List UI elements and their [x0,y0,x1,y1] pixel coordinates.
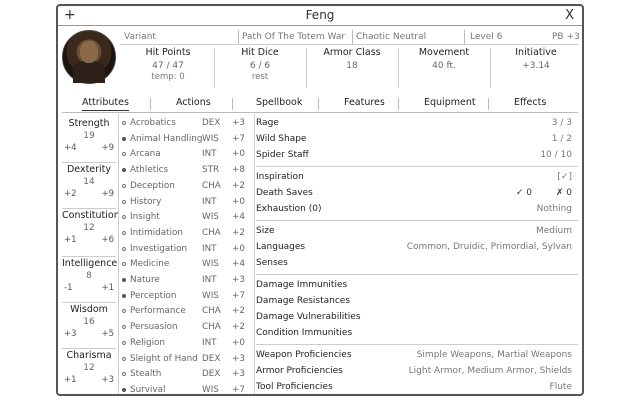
armor-class-label: Armor Class [323,47,381,58]
ability-name: Strength [68,118,110,129]
level-label: Level 6 [470,32,503,42]
proficiency-value: Light Armor, Medium Armor, Shields [408,366,572,376]
resource-label: Spider Staff [256,150,309,160]
ability-name: Dexterity [66,164,112,175]
skill-name[interactable]: Performance [130,306,186,317]
trait-label: Size [256,226,275,236]
proficiency-toggle-icon[interactable] [122,278,126,282]
initiative-value: +3.14 [522,61,550,71]
skill-row[interactable] [120,179,250,194]
ability-intelligence[interactable] [62,258,116,293]
resource-wild-shape[interactable] [256,132,576,147]
ability-name: Intelligence [62,258,118,269]
portrait-body [73,61,105,83]
skill-modifier[interactable]: +7 [232,290,245,301]
saving-throw[interactable]: +9 [101,143,114,153]
skill-ability: CHA [202,306,221,317]
skill-name[interactable]: Medicine [130,259,170,270]
skill-modifier[interactable]: +4 [232,212,245,223]
skill-modifier[interactable]: +3 [232,369,245,380]
character-name: Feng [305,8,335,22]
death-save-success[interactable]: ✓ 0 [515,188,532,198]
skill-row[interactable] [120,383,250,396]
skill-ability: DEX [202,353,221,364]
ability-score: 19 [83,131,95,141]
proficiency-weapons[interactable] [256,348,576,363]
skill-ability: INT [202,337,217,348]
skill-row[interactable] [120,289,250,304]
ability-modifier[interactable]: +3 [64,329,77,339]
defense-label: Condition Immunities [256,328,353,338]
death-saves-label: Death Saves [256,188,313,198]
skill-ability: WIS [202,384,219,395]
proficiency-toggle-icon[interactable] [122,215,126,219]
skill-modifier[interactable]: +2 [232,322,245,333]
tab-actions[interactable]: Actions [176,97,211,108]
skill-modifier[interactable]: +3 [232,118,245,128]
tab-spellbook[interactable]: Spellbook [256,97,303,108]
proficiency-toggle-icon[interactable] [122,184,126,188]
defense-label: Damage Vulnerabilities [256,312,361,322]
trait-languages [256,240,576,255]
proficiency-toggle-icon[interactable] [122,121,126,125]
portrait-face [80,41,98,63]
header-divider [464,30,465,44]
ability-name: Constitution [62,210,120,221]
ability-score: 14 [83,177,95,187]
armor-class-box [308,46,396,92]
alignment-label: Chaotic Neutral [356,32,427,42]
hit-dice-label: Hit Dice [241,47,279,58]
skill-name[interactable]: Nature [130,275,160,285]
movement-label: Movement [418,47,470,58]
proficiency-toggle-icon[interactable] [122,372,126,376]
resource-value[interactable]: 10 / 10 [540,150,572,160]
skill-modifier[interactable]: +4 [232,259,245,270]
proficiency-toggle-icon[interactable] [122,294,126,298]
skill-ability: CHA [202,227,221,238]
column-divider [118,114,119,396]
defense-condition-immunities[interactable] [256,326,576,341]
death-save-failure[interactable]: ✗ 0 [555,188,572,198]
skill-ability: WIS [202,290,219,301]
proficiency-toggle-icon[interactable] [122,309,126,313]
section-divider [256,274,578,275]
section-divider [256,220,578,221]
proficiency-toggle-icon[interactable] [122,247,126,251]
skill-name[interactable]: Survival [130,384,166,395]
skill-name[interactable]: Animal Handling [130,133,203,144]
skill-row[interactable] [120,352,250,367]
skill-ability: WIS [202,259,219,270]
close-icon[interactable]: X [565,8,574,23]
hit-points-value: 47 / 47 [152,61,184,71]
initiative-box[interactable] [492,46,580,92]
inspiration-label: Inspiration [256,172,304,182]
ability-name: Charisma [66,350,112,361]
temp-hp: temp: 0 [151,72,185,82]
stat-divider [398,48,399,88]
death-saves-row[interactable] [256,186,576,201]
skill-ability: DEX [202,369,221,380]
inspiration-row[interactable] [256,170,576,185]
initiative-label: Initiative [515,47,557,58]
trait-size [256,224,576,239]
skill-ability: DEX [202,118,221,128]
ability-divider [62,302,116,303]
skill-row[interactable] [120,116,250,131]
skill-name[interactable]: Stealth [130,369,162,380]
ability-name: Wisdom [70,304,108,315]
tab-bar [58,96,582,112]
hit-points-label: Hit Points [145,47,191,58]
tab-rule [62,112,578,113]
tab-divider [232,98,233,110]
trait-senses [256,256,576,271]
skill-row[interactable] [120,273,250,288]
ability-strength[interactable] [62,118,116,153]
ability-modifier[interactable]: -1 [64,283,73,293]
ability-modifier[interactable]: +4 [64,143,77,153]
saving-throw[interactable]: +3 [101,375,114,385]
character-portrait[interactable] [62,30,116,84]
skill-row[interactable] [120,195,250,210]
skill-name[interactable]: Athletics [130,165,169,176]
skill-ability: INT [202,149,217,160]
saving-throw[interactable]: +5 [101,329,114,339]
tab-features[interactable]: Features [344,97,385,108]
ability-modifier[interactable]: +1 [64,375,77,385]
proficiency-value: Flute [549,382,572,392]
skill-row[interactable] [120,257,250,272]
skill-modifier[interactable]: +2 [232,180,245,191]
stat-divider [214,48,215,88]
skill-row[interactable] [120,163,250,178]
exhaustion-label: Exhaustion (0) [256,204,322,214]
skill-ability: WIS [202,212,219,223]
skill-ability: CHA [202,322,221,333]
resource-spider-staff[interactable] [256,148,576,163]
skill-modifier[interactable]: +0 [232,196,245,207]
skill-modifier[interactable]: +2 [232,227,245,238]
ability-divider [62,348,116,349]
resource-value[interactable]: 1 / 2 [551,134,572,144]
proficiency-tools[interactable] [256,380,576,395]
skill-name[interactable]: Perception [130,290,177,301]
exhaustion-value: Nothing [536,204,572,214]
resource-rage[interactable] [256,116,576,131]
ability-score: 12 [83,363,95,373]
skill-row[interactable] [120,304,250,319]
saving-throw[interactable]: +1 [101,283,114,293]
ability-dexterity[interactable] [62,164,116,199]
ability-score: 16 [83,317,95,327]
skill-name[interactable]: Investigation [130,243,188,254]
skill-name[interactable]: Sleight of Hand [130,353,198,364]
stat-divider [490,48,491,88]
skill-name[interactable]: Deception [130,180,175,191]
variant-label: Variant [124,32,156,42]
tab-attributes[interactable]: Attributes [82,96,129,111]
skill-modifier[interactable]: +2 [232,306,245,317]
proficiency-armor[interactable] [256,364,576,379]
trait-label: Senses [256,258,288,268]
ability-score: 8 [86,271,92,281]
column-divider [254,114,255,396]
skill-name[interactable]: Insight [130,212,160,223]
inspiration-checkbox[interactable]: [✓] [557,172,572,182]
skill-name[interactable]: History [130,196,162,207]
proficiency-toggle-icon[interactable] [122,168,126,172]
tab-divider [150,98,151,110]
skill-ability: STR [202,165,220,176]
tab-effects[interactable]: Effects [514,97,547,108]
skill-modifier[interactable]: +3 [232,275,245,285]
proficiency-toggle-icon[interactable] [122,325,126,329]
header-divider [238,30,239,44]
skill-row[interactable] [120,336,250,351]
ability-constitution[interactable] [62,210,120,245]
hit-points-box[interactable] [124,46,212,92]
tab-divider [318,98,319,110]
saving-throw[interactable]: +6 [101,235,114,245]
proficiency-toggle-icon[interactable] [122,262,126,266]
proficiency-toggle-icon[interactable] [122,137,126,141]
skill-ability: INT [202,243,217,254]
header-rule [120,44,578,45]
move-icon[interactable]: + [64,7,76,23]
exhaustion-row[interactable] [256,202,576,217]
skill-row[interactable] [120,132,250,147]
movement-value: 40 ft. [432,61,456,71]
skill-ability: CHA [202,180,221,191]
skill-name[interactable]: Persuasion [130,322,178,333]
skill-row[interactable] [120,242,250,257]
skill-row[interactable] [120,320,250,335]
trait-value: Common, Druidic, Primordial, Sylvan [406,242,572,252]
skill-name[interactable]: Arcana [130,149,161,160]
tab-divider [398,98,399,110]
resource-value[interactable]: 3 / 3 [551,118,572,128]
skill-modifier[interactable]: +0 [232,149,245,160]
skill-name[interactable]: Religion [130,337,166,348]
proficiency-value: Simple Weapons, Martial Weapons [416,350,572,360]
skill-row[interactable] [120,210,250,225]
skill-row[interactable] [120,147,250,162]
skill-modifier[interactable]: +0 [232,243,245,254]
defense-label: Damage Immunities [256,280,348,290]
proficiency-toggle-icon[interactable] [122,152,126,156]
ability-charisma[interactable] [62,350,116,385]
skill-row[interactable] [120,367,250,382]
rest-button[interactable]: rest [251,72,269,82]
ability-divider [62,256,116,257]
proficiency-toggle-icon[interactable] [122,200,126,204]
stat-divider [306,48,307,88]
header-divider [352,30,353,44]
proficiency-label: Armor Proficiencies [256,366,343,376]
proficiency-toggle-icon[interactable] [122,388,126,392]
ability-wisdom[interactable] [62,304,116,339]
trait-value: Medium [536,226,572,236]
tab-equipment[interactable]: Equipment [424,97,476,108]
saving-throw[interactable]: +9 [101,189,114,199]
resource-label: Wild Shape [256,134,307,144]
skill-row[interactable] [120,226,250,241]
subclass-label: Path Of The Totem War [242,32,346,42]
skill-modifier[interactable]: +8 [232,165,245,176]
title-bar[interactable] [58,6,582,26]
proficiency-toggle-icon[interactable] [122,231,126,235]
proficiency-toggle-icon[interactable] [122,357,126,361]
ability-score: 12 [83,223,95,233]
defense-damage-resistances[interactable] [256,294,576,309]
section-divider [256,166,578,167]
armor-class-value: 18 [346,61,358,71]
trait-label: Languages [256,242,306,252]
skill-modifier[interactable]: +3 [232,353,245,364]
ability-divider [62,162,116,163]
defense-damage-vulnerabilities[interactable] [256,310,576,325]
hit-dice-value: 6 / 6 [249,61,271,71]
skill-modifier[interactable]: +7 [232,384,245,395]
proficiency-bonus: PB +3 [552,32,580,42]
skill-ability: WIS [202,133,219,144]
proficiency-label: Weapon Proficiencies [256,350,352,360]
movement-box [400,46,488,92]
skill-ability: INT [202,275,217,285]
tab-divider [488,98,489,110]
skill-name[interactable]: Acrobatics [130,118,176,128]
skill-name[interactable]: Intimidation [130,227,183,238]
defense-label: Damage Resistances [256,296,351,306]
section-divider [256,344,578,345]
character-sheet-window [56,4,584,396]
proficiency-label: Tool Proficiencies [256,382,333,392]
defense-damage-immunities[interactable] [256,278,576,293]
proficiency-toggle-icon[interactable] [122,341,126,345]
skill-modifier[interactable]: +0 [232,337,245,348]
hit-dice-box[interactable] [216,46,304,92]
ability-divider [62,208,116,209]
ability-modifier[interactable]: +1 [64,235,77,245]
ability-modifier[interactable]: +2 [64,189,77,199]
skill-modifier[interactable]: +7 [232,133,245,144]
resource-label: Rage [256,118,279,128]
skill-ability: INT [202,196,217,207]
